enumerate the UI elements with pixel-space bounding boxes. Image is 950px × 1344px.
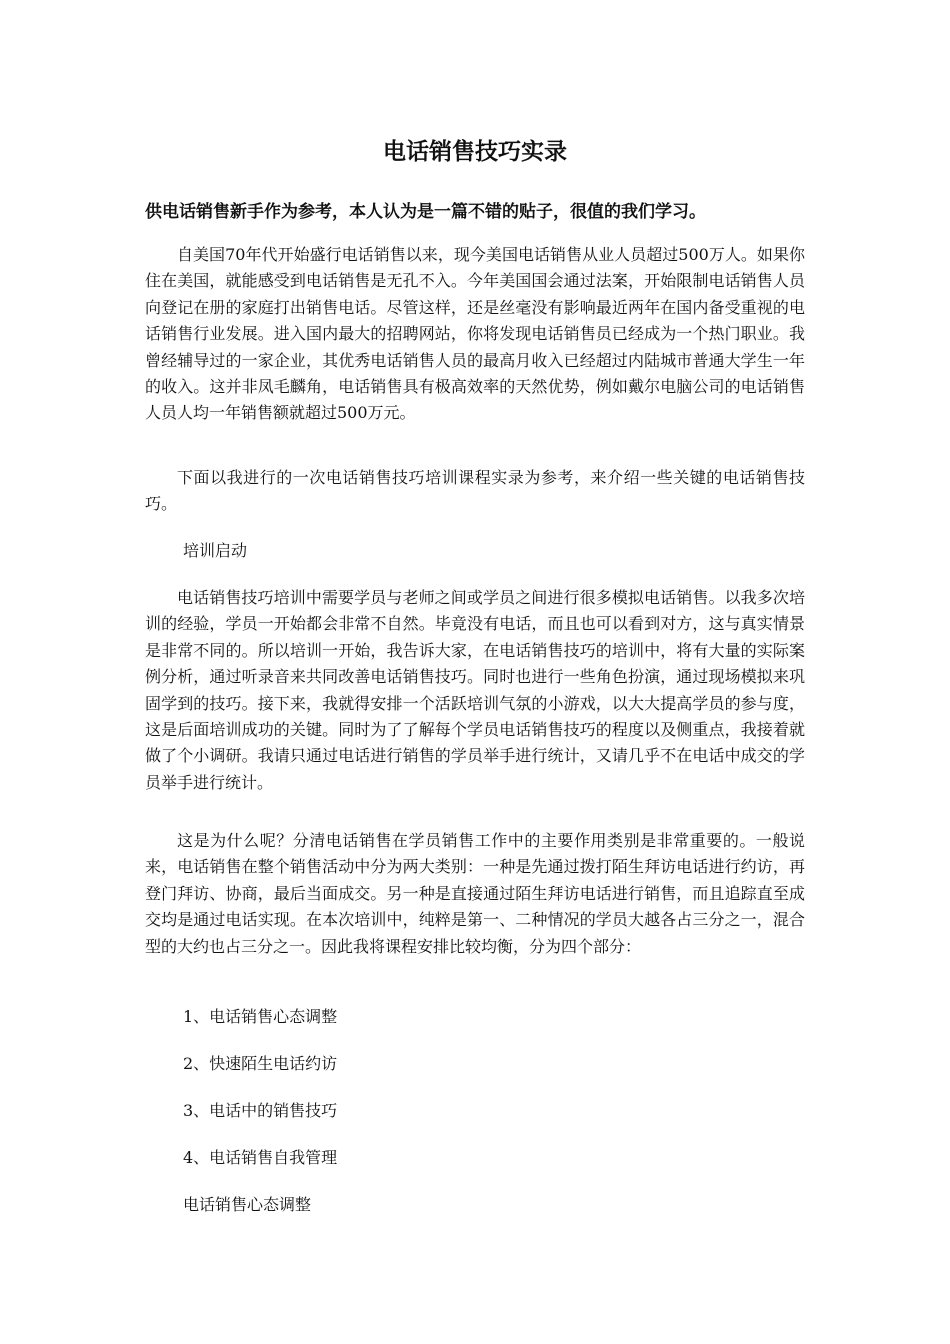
list-item: 4、电话销售自我管理 (183, 1148, 338, 1167)
list-item: 3、电话中的销售技巧 (183, 1101, 338, 1120)
list-item: 2、快速陌生电话约访 (183, 1054, 338, 1073)
document-subtitle: 供电话销售新手作为参考，本人认为是一篇不错的贴子，很值的我们学习。 (145, 202, 706, 222)
section-heading-training-start: 培训启动 (183, 541, 248, 560)
paragraph-intro: 自美国70年代开始盛行电话销售以来，现今美国电话销售从业人员超过500万人。如果你住在美国，就能感受到电话销售是无孔不入。今年美国国会通过法案，开始限制电话销售人员向登记在册的家庭打出销售电话。尽管这样，还是丝毫没有影响最近两年在国内备受重视的电话销售行业发展。进入国内最大的招聘网站，你将发现电话销售员已经成为一个热门职业。我曾经辅导过的一家企业，其优秀电话销售人员的最高月收入已经超过内陆城市普通大学生一年的收入。这并非凤毛麟角，电话销售具有极高效率的天然优势，例如戴尔电脑公司的电话销售人员人均一年销售额就超过500万元。 (145, 245, 805, 423)
list-item: 1、电话销售心态调整 (183, 1007, 338, 1026)
section-heading-mindset: 电话销售心态调整 (183, 1195, 312, 1214)
paragraph-why: 这是为什么呢？分清电话销售在学员销售工作中的主要作用类别是非常重要的。一般说来，电话销售在整个销售活动中分为两大类别：一种是先通过拨打陌生拜访电话进行约访，再登门拜访、协商，最后当面成交。另一种是直接通过陌生拜访电话进行销售，而且追踪直至成交均是通过电话实现。在本次培训中，纯粹是第一、二种情况的学员大越各占三分之一，混合型的大约也占三分之一。因此我将课程安排比较均衡，分为四个部分： (145, 831, 805, 956)
paragraph-training-start: 电话销售技巧培训中需要学员与老师之间或学员之间进行很多模拟电话销售。以我多次培训的经验，学员一开始都会非常不自然。毕竟没有电话，而且也可以看到对方，这与真实情景是非常不同的。所以培训一开始，我告诉大家，在电话销售技巧的培训中，将有大量的实际案例分析，通过听录音来共同改善电话销售技巧。同时也进行一些角色扮演，通过现场模拟来巩固学到的技巧。接下来，我就得安排一个活跃培训气氛的小游戏，以大大提高学员的参与度，这是后面培训成功的关键。同时为了了解每个学员电话销售技巧的程度以及侧重点，我接着就做了个小调研。我请只通过电话进行销售的学员举手进行统计，又请几乎不在电话中成交的学员举手进行统计。 (145, 588, 805, 792)
paragraph-overview: 下面以我进行的一次电话销售技巧培训课程实录为参考，来介绍一些关键的电话销售技巧。 (145, 468, 805, 514)
document-title: 电话销售技巧实录 (383, 138, 567, 165)
